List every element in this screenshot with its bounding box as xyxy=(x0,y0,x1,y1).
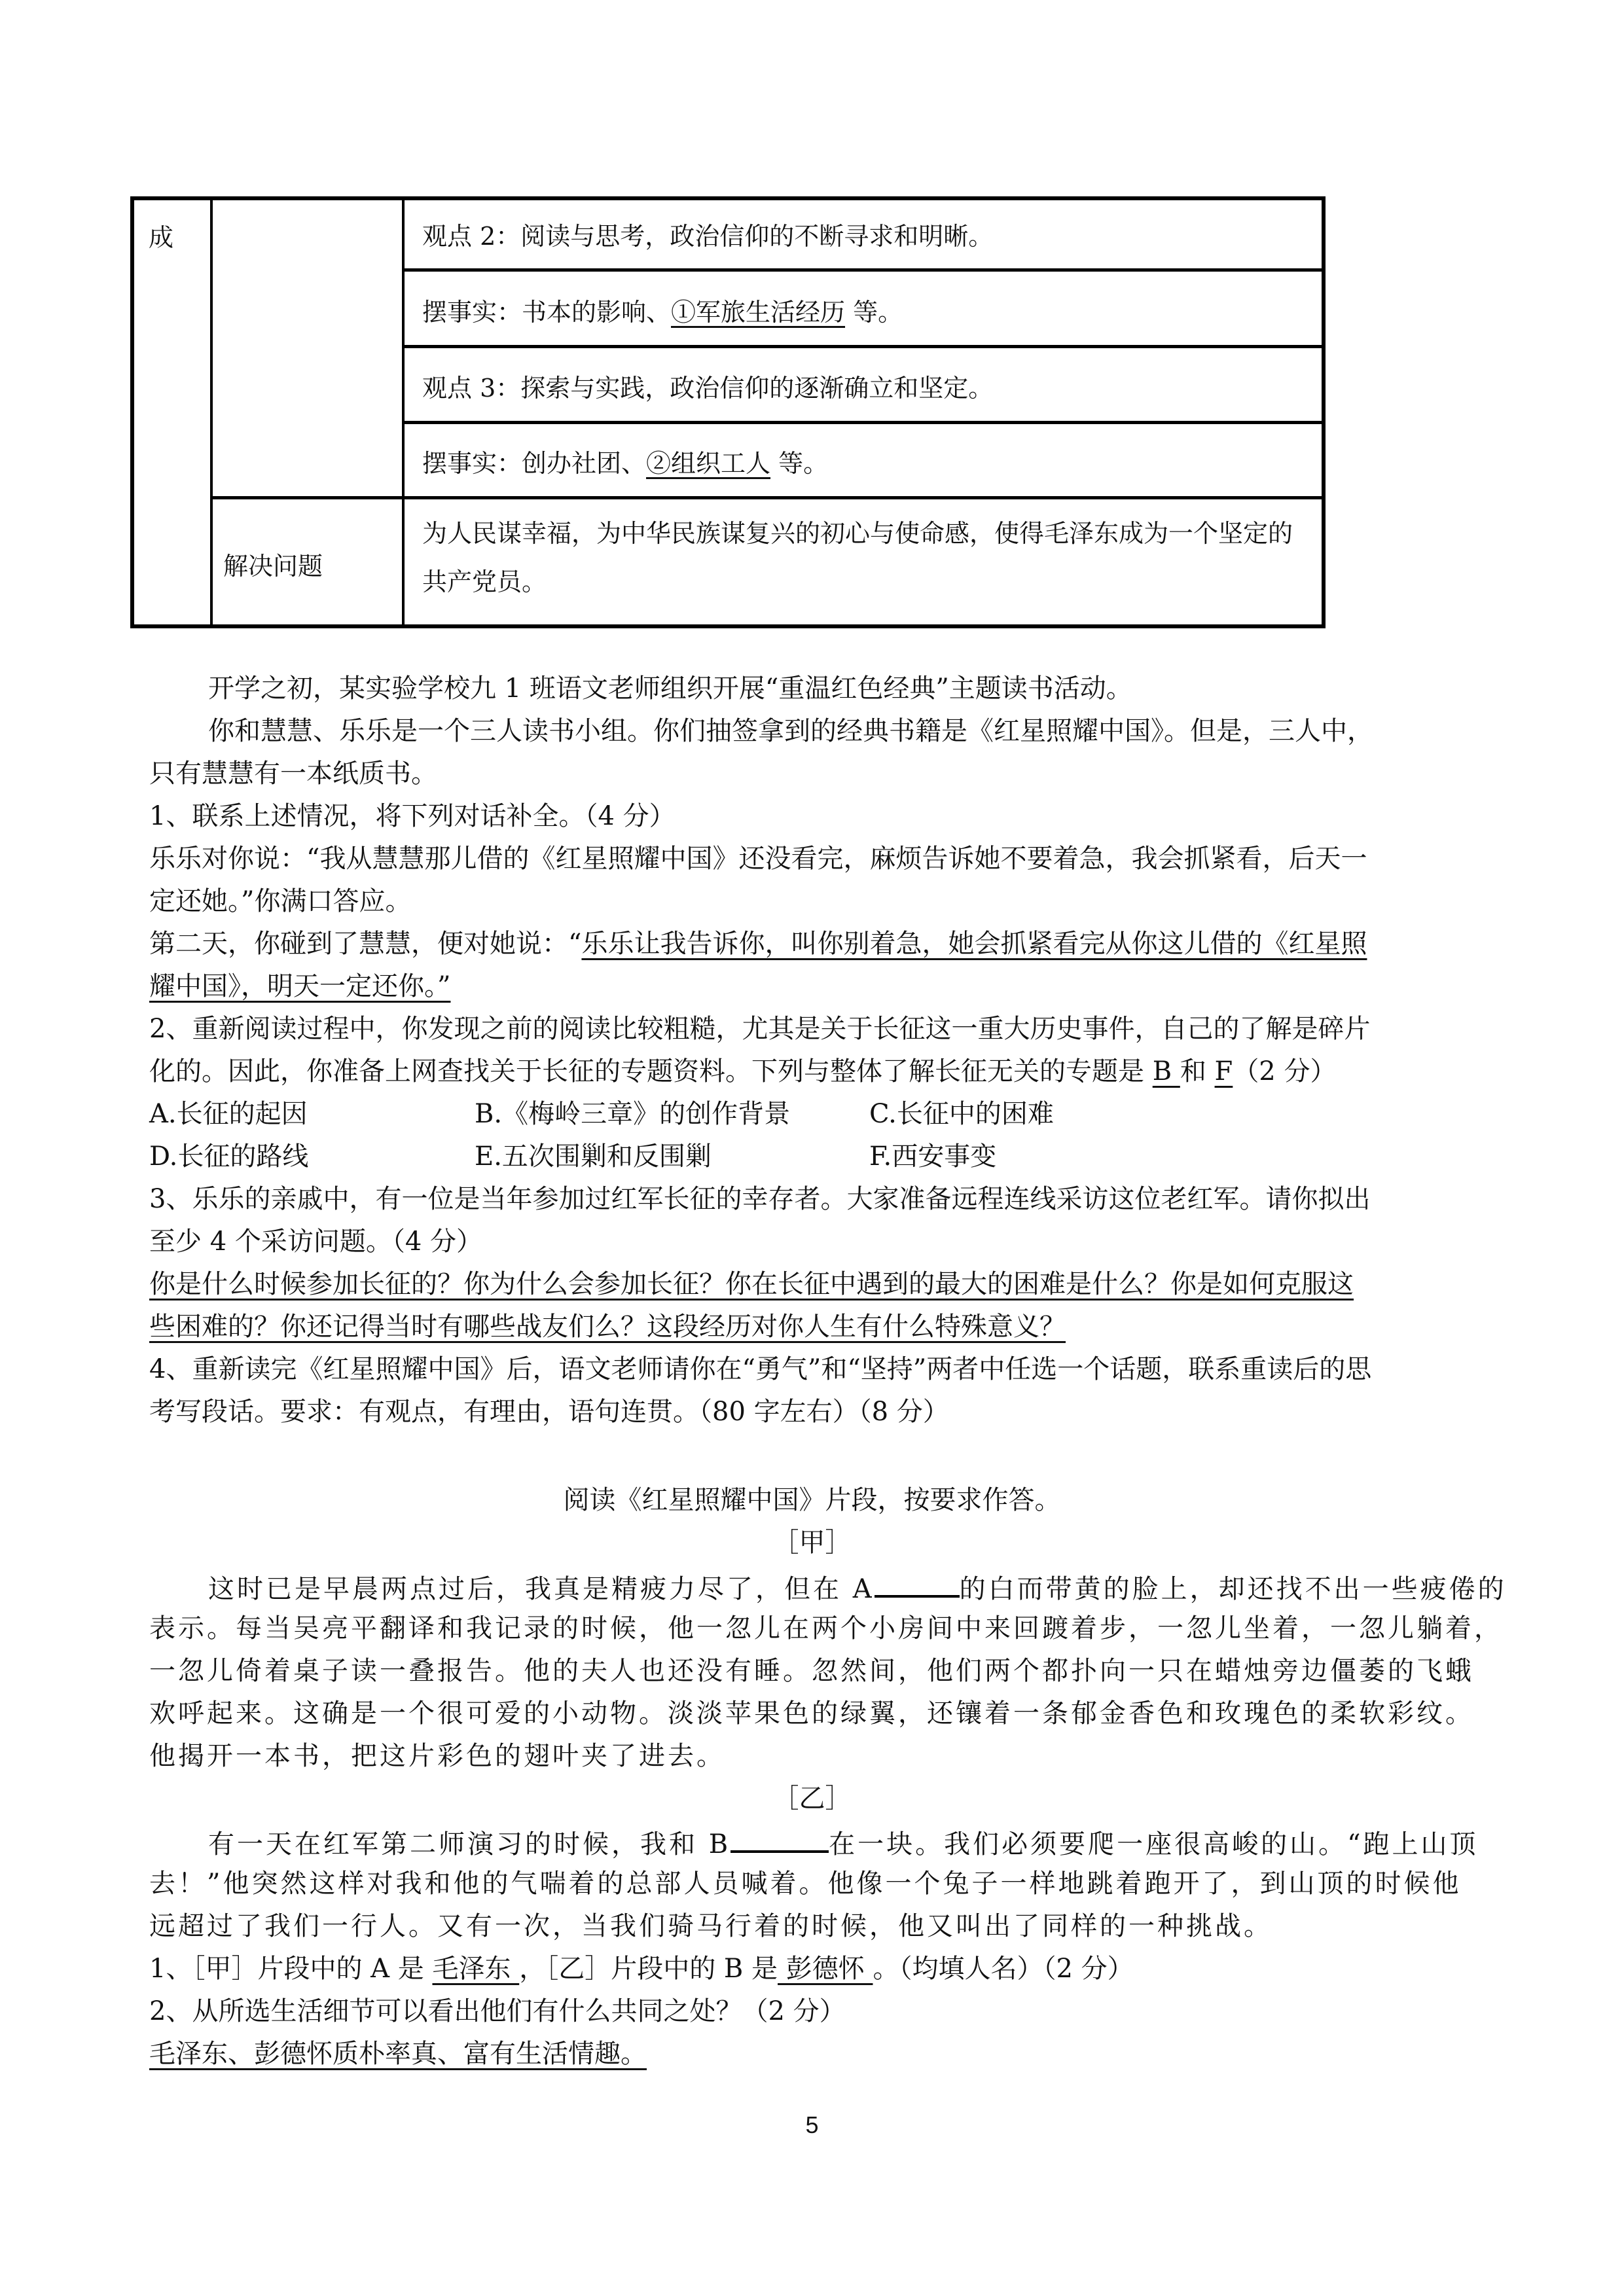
facts-2-prefix: 摆事实：创办社团、 xyxy=(422,449,647,478)
facts-2-suffix: 等。 xyxy=(770,449,829,478)
passage-jia-line-4: 欢呼起来。这确是一个很可爱的小动物。淡淡苹果色的绿翼，还镶着一条郁金香色和玫瑰色的柔软彩纹。 xyxy=(149,1698,1474,1729)
option-a: A.长征的起因 xyxy=(149,1099,308,1129)
question-3-answer-part-1: 你是什么时候参加长征的？你为什么会参加长征？你在长征中遇到的最大的困难是什么？你是如何克服这 xyxy=(149,1269,1354,1299)
question-2-answer-1: B xyxy=(1152,1056,1180,1086)
question-1-line-3 xyxy=(149,931,1367,957)
reading-question-1-prefix: 1、［甲］片段中的 A 是 xyxy=(149,1954,433,1984)
blank-a[interactable] xyxy=(875,1573,960,1598)
table-row-facts-1 xyxy=(422,300,903,325)
reading-question-1 xyxy=(149,1956,1134,1982)
reading-question-2-answer: 毛泽东、彭德怀质朴率真、富有生活情趣。 xyxy=(149,2039,647,2069)
facts-2-answer: ②组织工人 xyxy=(646,449,771,478)
blank-b[interactable] xyxy=(731,1828,829,1853)
question-3-line-2: 至少 4 个采访问题。（4 分） xyxy=(149,1227,483,1257)
intro-paragraph-2-line-1: 你和慧慧、乐乐是一个三人读书小组。你们抽签拿到的经典书籍是《红星照耀中国》。但是，三人中， xyxy=(208,716,1373,746)
question-3-answer-part-2: 些困难的？你还记得当时有哪些战友们么？这段经历对你人生有什么特殊意义？ xyxy=(149,1312,1066,1342)
passage-jia-line-2: 表示。每当吴亮平翻译和我记录的时候，他一忽儿在两个小房间中来回踱着步，一忽儿坐着，一忽儿躺着， xyxy=(149,1613,1503,1643)
table-row-viewpoint-2 xyxy=(422,224,993,249)
table-left-label: 成 xyxy=(149,223,174,252)
reading-question-2: 2、从所选生活细节可以看出他们有什么共同之处？（2 分） xyxy=(149,1996,846,2026)
page-number: 5 xyxy=(805,2111,819,2138)
viewpoint-2-text: 观点 2：阅读与思考，政治信仰的不断寻求和明晰。 xyxy=(422,222,994,251)
passage-yi-label: ［乙］ xyxy=(772,1784,852,1814)
question-2-answer-2: F xyxy=(1214,1056,1233,1086)
question-3-answer-line-1 xyxy=(149,1271,1354,1297)
table-row-divider xyxy=(210,496,1322,499)
question-1-title: 1、联系上述情况，将下列对话补全。（4 分） xyxy=(149,801,676,831)
passage-yi-line-2: 去！”他突然这样对我和他的气喘着的总部人员喊着。他像一个兔子一样地跳着跑开了，到山顶的时候他 xyxy=(149,1869,1462,1899)
reading-question-1-middle: ，［乙］片段中的 B 是 xyxy=(519,1954,778,1984)
reading-question-1-answer-b: 彭德怀 xyxy=(778,1954,873,1984)
facts-1-prefix: 摆事实：书本的影响、 xyxy=(422,298,672,327)
question-3-answer-line-2 xyxy=(149,1314,1066,1340)
facts-1-suffix: 等。 xyxy=(845,298,903,327)
option-e: E.五次围剿和反围剿 xyxy=(475,1141,712,1172)
table-row-divider xyxy=(405,421,1322,424)
question-1-dialog-prefix: 第二天，你碰到了慧慧，便对她说：“ xyxy=(149,929,582,959)
option-c: C.长征中的困难 xyxy=(869,1099,1054,1129)
question-1-line-1: 乐乐对你说：“我从慧慧那儿借的《红星照耀中国》还没看完，麻烦告诉她不要着急，我会抓紧看，后天一 xyxy=(149,844,1367,874)
table-row-facts-2 xyxy=(422,451,828,476)
passage-jia-line-1-suffix: 的白而带黄的脸上，却还找不出一些疲倦的 xyxy=(959,1574,1507,1604)
question-1-answer-part-2: 耀中国》，明天一定还你。” xyxy=(149,971,451,1001)
question-1-line-4 xyxy=(149,973,450,999)
passage-jia-label: ［甲］ xyxy=(772,1528,852,1558)
intro-paragraph-2-line-2: 只有慧慧有一本纸质书。 xyxy=(149,759,437,789)
passage-jia-line-1-prefix: 这时已是早晨两点过后，我真是精疲力尽了，但在 A xyxy=(208,1574,875,1604)
option-d: D.长征的路线 xyxy=(149,1141,309,1172)
table-row-divider xyxy=(405,345,1322,348)
reading-question-1-answer-a: 毛泽东 xyxy=(432,1954,520,1984)
passage-jia-line-3: 一忽儿倚着桌子读一叠报告。他的夫人也还没有睡。忽然间，他们两个都扑向一只在蜡烛旁边僵萎的飞蛾 xyxy=(149,1656,1474,1686)
passage-yi-line-1 xyxy=(208,1828,1479,1857)
table-row-viewpoint-3 xyxy=(422,376,993,401)
table-row-divider xyxy=(405,268,1322,272)
passage-jia-line-5: 他揭开一本书，把这片彩色的翅叶夹了进去。 xyxy=(149,1741,725,1771)
facts-1-answer: ①军旅生活经历 xyxy=(671,298,846,327)
passage-jia-line-1 xyxy=(208,1573,1507,1602)
table-column-divider xyxy=(402,200,405,624)
option-b: B.《梅岭三章》的创作背景 xyxy=(475,1099,791,1129)
question-2-line-2 xyxy=(149,1058,1336,1085)
passage-yi-line-1-suffix: 在一块。我们必须要爬一座很高峻的山。“跑上山顶 xyxy=(829,1829,1479,1859)
solve-problem-text: 为人民谋幸福，为中华民族谋复兴的初心与使命感，使得毛泽东成为一个坚定的共产党员。 xyxy=(422,519,1293,596)
viewpoint-3-text: 观点 3：探索与实践，政治信仰的逐渐确立和坚定。 xyxy=(422,374,994,403)
question-2-line-1: 2、重新阅读过程中，你发现之前的阅读比较粗糙，尤其是关于长征这一重大历史事件，自己的了解是碎片 xyxy=(149,1014,1371,1044)
analysis-table xyxy=(130,196,1326,628)
question-1-line-2: 定还她。”你满口答应。 xyxy=(149,886,412,916)
intro-paragraph-1: 开学之初，某实验学校九 1 班语文老师组织开展“重温红色经典”主题读书活动。 xyxy=(208,673,1132,704)
question-2-score: （2 分） xyxy=(1233,1056,1337,1086)
reading-question-2-answer-line xyxy=(149,2041,647,2067)
passage-yi-line-3: 远超过了我们一行人。又有一次，当我们骑马行着的时候，他又叫出了同样的一种挑战。 xyxy=(149,1911,1272,1941)
reading-question-1-suffix: 。（均填人名）（2 分） xyxy=(873,1954,1134,1984)
passage-yi-line-1-prefix: 有一天在红军第二师演习的时候，我和 B xyxy=(208,1829,731,1859)
question-3-line-1: 3、乐乐的亲戚中，有一位是当年参加过红军长征的幸存者。大家准备远程连线采访这位老红军。请你拟出 xyxy=(149,1184,1371,1214)
solve-problem-label: 解决问题 xyxy=(223,552,323,581)
question-1-answer-part-1: 乐乐让我告诉你，叫你别着急，她会抓紧看完从你这儿借的《红星照 xyxy=(581,929,1367,959)
reading-heading: 阅读《红星照耀中国》片段，按要求作答。 xyxy=(563,1485,1061,1515)
question-4-line-1: 4、重新读完《红星照耀中国》后，语文老师请你在“勇气”和“坚持”两者中任选一个话题，联系重读后的思 xyxy=(149,1354,1372,1384)
question-2-prompt: 化的。因此，你准备上网查找关于长征的专题资料。下列与整体了解长征无关的专题是 xyxy=(149,1056,1153,1086)
question-2-connector: 和 xyxy=(1180,1056,1215,1086)
option-f: F.西安事变 xyxy=(869,1141,997,1172)
table-column-divider xyxy=(210,200,213,624)
question-4-line-2: 考写段话。要求：有观点，有理由，语句连贯。（80 字左右）（8 分） xyxy=(149,1397,949,1427)
